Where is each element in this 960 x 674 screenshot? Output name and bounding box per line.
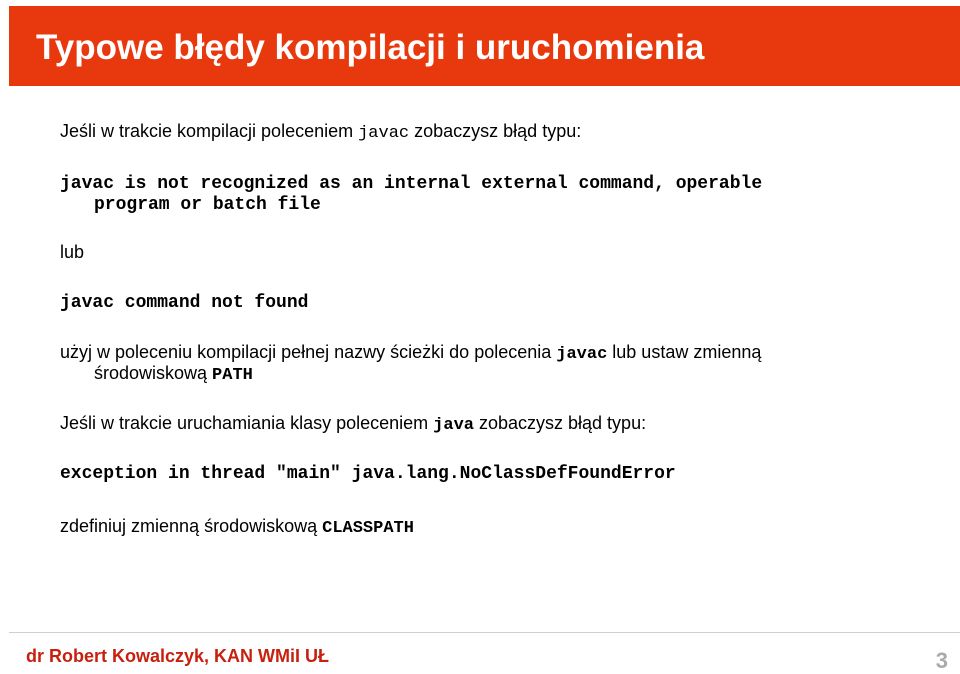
fix-path-mid: lub ustaw zmienną: [607, 342, 762, 362]
slide-title: Typowe błędy kompilacji i uruchomienia: [36, 28, 705, 67]
error-message-3: exception in thread "main" java.lang.NoClassDefFoundError: [60, 464, 676, 484]
or-label: lub: [60, 242, 85, 262]
fix-classpath-hint: [60, 515, 414, 540]
fix-classpath-text: zdefiniuj zmienną środowiskową: [60, 516, 323, 536]
fix-path-line2: środowiskową: [94, 363, 213, 383]
error-message-1-cont: program or batch file: [94, 195, 321, 215]
footer-author: dr Robert Kowalczyk, KAN WMiI UŁ: [26, 646, 330, 666]
java-code: java: [433, 416, 474, 435]
compile-intro-end: zobaczysz błąd typu:: [409, 121, 582, 141]
run-intro-text: Jeśli w trakcie uruchamiania klasy poleceniem: [60, 413, 434, 433]
path-code: PATH: [212, 366, 253, 385]
javac-code: javac: [358, 124, 410, 143]
compile-intro-text: Jeśli w trakcie kompilacji poleceniem: [60, 121, 359, 141]
run-intro-end: zobaczysz błąd typu:: [473, 413, 647, 433]
classpath-code: CLASSPATH: [322, 519, 414, 538]
fix-path-text: użyj w poleceniu kompilacji pełnej nazwy ścieżki do polecenia: [60, 342, 557, 362]
title-bar: [9, 6, 960, 86]
compile-intro: [60, 120, 581, 145]
fix-path-hint-cont: [94, 362, 253, 387]
page-number: 3: [935, 648, 948, 673]
error-message-2: javac command not found: [60, 293, 309, 313]
javac-code-2: javac: [556, 345, 608, 364]
error-message-1: javac is not recognized as an internal external command, operable: [60, 174, 763, 194]
run-intro: [60, 412, 646, 437]
footer-divider: [9, 632, 960, 633]
